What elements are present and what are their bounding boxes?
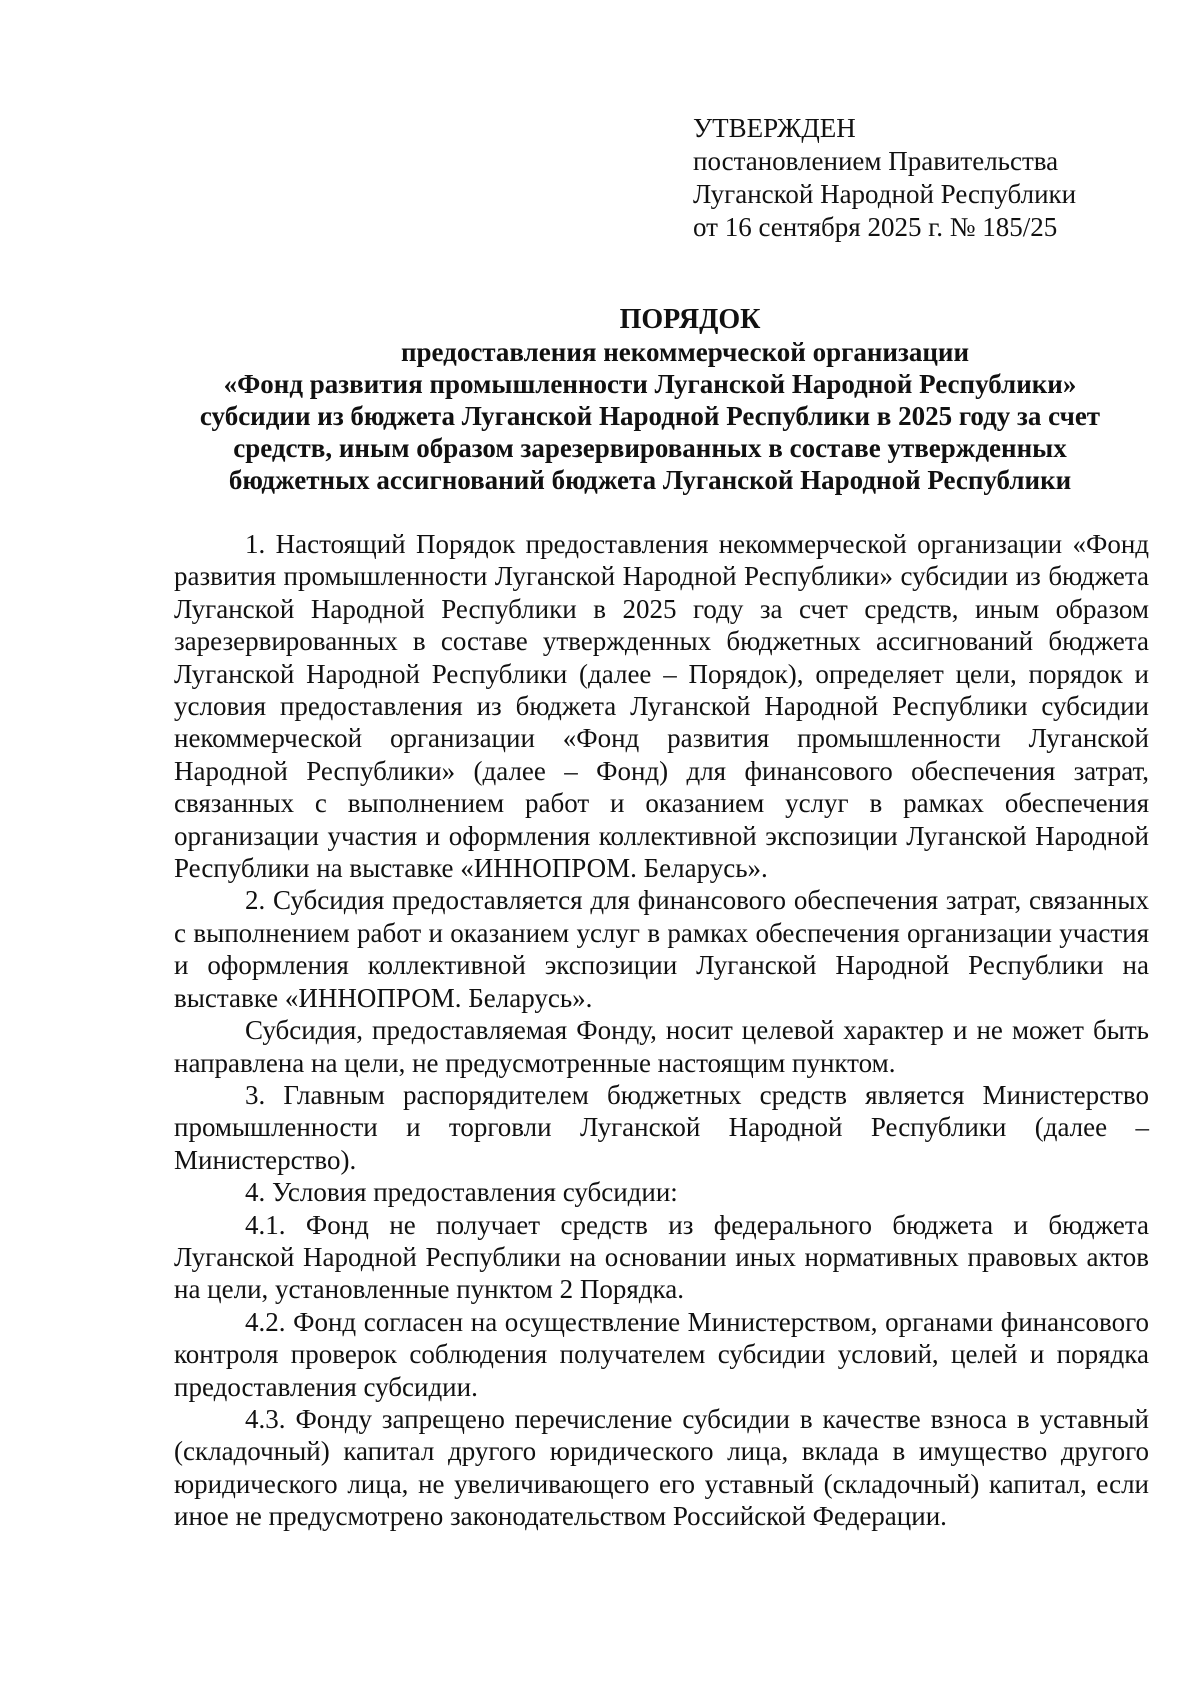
document-heading: ПОРЯДОК bbox=[619, 304, 761, 335]
paragraph-2-note: Субсидия, предоставляемая Фонду, носит целевой характер и не может быть направлена на цели, не предусмотренные настоящим пунктом. bbox=[174, 1015, 1149, 1078]
title-line: предоставления некоммерческой организации bbox=[400, 337, 970, 367]
paragraph-4-3: 4.3. Фонду запрещено перечисление субсидии в качестве взноса в уставный (складочный) капитал другого юридического лица, вклада в имущество другого юридического лица, не увеличивающего его уставный (складочный) капитал, если иное не предусмотрено законодательством Российской Федерации. bbox=[174, 1403, 1149, 1532]
paragraph-4-2: 4.2. Фонд согласен на осуществление Министерством, органами финансового контроля проверок соблюдения получателем субсидии условий, целей и порядка предоставления субсидии. bbox=[174, 1306, 1149, 1402]
approval-status: УТВЕРЖДЕН bbox=[693, 113, 856, 143]
title-line: «Фонд развития промышленности Луганской Народной Республики» bbox=[223, 369, 1077, 399]
approval-stamp-block bbox=[693, 112, 1076, 244]
paragraph-3: 3. Главным распорядителем бюджетных средств является Министерство промышленности и торговли Луганской Народной Республики (далее – Министерство). bbox=[174, 1079, 1149, 1175]
paragraph-1: 1. Настоящий Порядок предоставления некоммерческой организации «Фонд развития промышленности Луганской Народной Республики» субсидии из бюджета Луганской Народной Республики в 2025 году за счет средств, иным образом зарезервированных в составе утвержденных бюджетных ассигнований бюджета Луганской Народной Республики (далее – Порядок), определяет цели, порядок и условия предоставления из бюджета Луганской Народной Республики субсидии некоммерческой организации «Фонд развития промышленности Луганской Народной Республики» (далее – Фонд) для финансового обеспечения затрат, связанных с выполнением работ и оказанием услуг в рамках обеспечения организации участия и оформления коллективной экспозиции Луганской Народной Республики на выставке «ИННОПРОМ. Беларусь». bbox=[174, 529, 1149, 884]
paragraph-2: 2. Субсидия предоставляется для финансового обеспечения затрат, связанных с выполнением работ и оказанием услуг в рамках обеспечения организации участия и оформления коллективной экспозиции Луганской Народной Республики на выставке «ИННОПРОМ. Беларусь». bbox=[174, 885, 1149, 1013]
paragraph-4: 4. Условия предоставления субсидии: bbox=[245, 1177, 678, 1208]
paragraph-4-1: 4.1. Фонд не получает средств из федерального бюджета и бюджета Луганской Народной Республики на основании иных нормативных правовых актов на цели, установленные пунктом 2 Порядка. bbox=[174, 1209, 1149, 1305]
approval-authority: постановлением Правительства bbox=[693, 146, 1059, 176]
approval-authority-region: Луганской Народной Республики bbox=[693, 179, 1077, 209]
approval-date-number: от 16 сентября 2025 г. № 185/25 bbox=[693, 212, 1058, 242]
document-body bbox=[174, 528, 1149, 1533]
title-line: субсидии из бюджета Луганской Народной Республики в 2025 году за счет bbox=[199, 401, 1101, 431]
document-title bbox=[150, 304, 1150, 496]
title-line: бюджетных ассигнований бюджета Луганской Народной Республики bbox=[228, 465, 1072, 495]
title-line: средств, иным образом зарезервированных в составе утвержденных bbox=[233, 433, 1067, 463]
